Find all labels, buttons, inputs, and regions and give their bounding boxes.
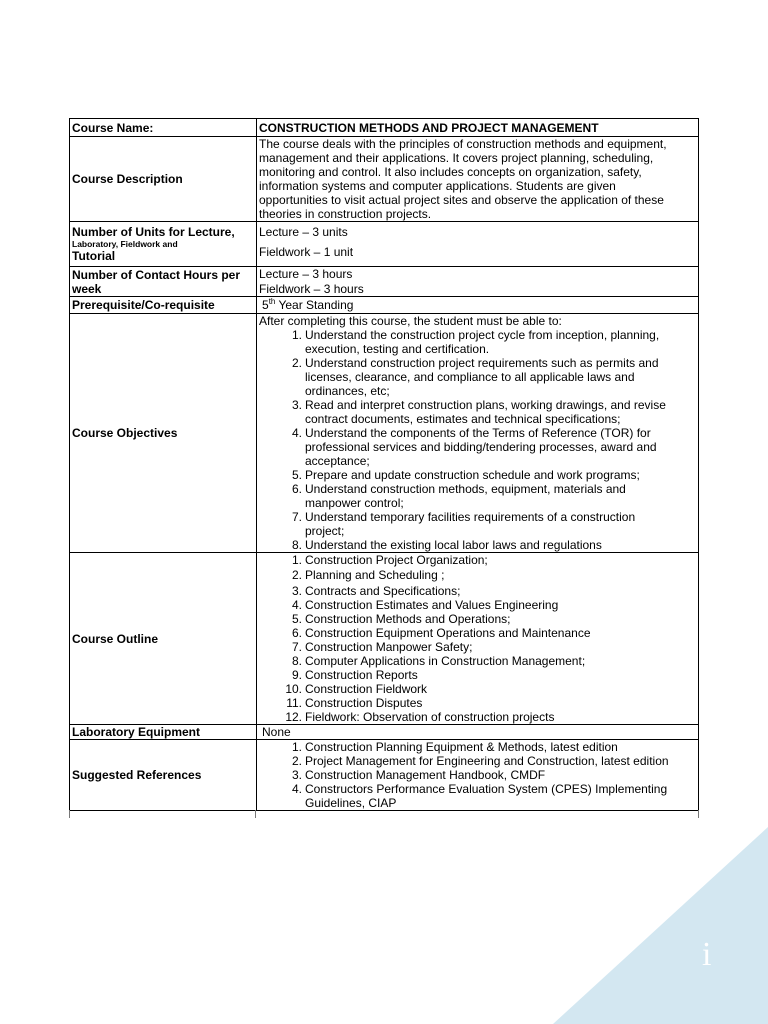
outline-item-text: Contracts and Specifications; <box>305 584 461 598</box>
outline-item-text: Construction Disputes <box>305 696 423 710</box>
objective-item-text <box>305 328 696 356</box>
reference-item-number: 3. <box>291 768 302 782</box>
outline-item <box>259 567 696 584</box>
objective-item <box>259 426 696 468</box>
outline-item-number: 12. <box>285 710 302 724</box>
contact-hours-label-line2: week <box>72 281 102 296</box>
outline-item-text: Construction Equipment Operations and Maintenance <box>305 626 591 640</box>
prerequisite-sup: th <box>268 297 276 306</box>
course-description-lines <box>259 137 696 221</box>
reference-item-text <box>305 768 696 782</box>
outline-item-number: 6. <box>291 626 302 640</box>
objective-item-line: professional services and bidding/tendering processes, award and <box>305 440 657 454</box>
outline-item-text: Fieldwork: Observation of construction projects <box>305 710 555 724</box>
objective-item-number: 1. <box>291 328 302 342</box>
reference-item-line: Construction Management Handbook, CMDF <box>305 768 546 782</box>
outline-item-number: 9. <box>291 668 302 682</box>
prerequisite-rest: Year Standing <box>275 298 354 312</box>
objective-item <box>259 398 696 426</box>
outline-item-number: 11. <box>286 696 302 710</box>
objective-item-line: Understand the construction project cycle from inception, planning, <box>305 328 660 342</box>
lab-equipment-value: None <box>257 725 699 740</box>
outline-item-number: 8. <box>291 654 302 668</box>
objective-item-number: 6. <box>291 482 302 496</box>
corner-decoration <box>553 827 768 1024</box>
outline-item <box>259 710 696 724</box>
objective-item-line: Understand the components of the Terms of Reference (TOR) for <box>305 426 651 440</box>
outline-item-number: 10. <box>285 682 302 696</box>
outline-item-text: Construction Project Organization; <box>305 553 488 567</box>
row-references <box>70 740 699 811</box>
course-description-value <box>257 137 699 222</box>
objective-item <box>259 328 696 356</box>
units-label-line1: Number of Units for Lecture, <box>72 225 235 239</box>
reference-item-text <box>305 754 696 768</box>
outline-item-number: 5. <box>291 612 302 626</box>
objective-item-line: licenses, clearance, and compliance to all applicable laws and <box>305 370 635 384</box>
objective-item-line: ordinances, etc; <box>305 384 390 398</box>
outline-label: Course Outline <box>70 553 257 725</box>
row-units <box>70 222 699 267</box>
objective-item-text <box>305 538 696 552</box>
outline-item <box>259 696 696 710</box>
outline-item-text: Computer Applications in Construction Management; <box>305 654 586 668</box>
references-value <box>257 740 699 811</box>
prerequisite-num: 5 <box>262 298 269 312</box>
outline-item <box>259 626 696 640</box>
objectives-value <box>257 314 699 553</box>
outline-item <box>259 612 696 626</box>
row-lab-equipment <box>70 725 699 740</box>
objective-item-line: execution, testing and certification. <box>305 342 490 356</box>
objective-item-line: manpower control; <box>305 496 404 510</box>
reference-item-line: Guidelines, CIAP <box>305 796 397 810</box>
objective-item-line: Understand construction methods, equipment, materials and <box>305 482 626 496</box>
reference-item-number: 1. <box>291 740 302 754</box>
page-number: i <box>702 936 712 973</box>
units-label <box>70 222 257 267</box>
references-label: Suggested References <box>70 740 257 811</box>
reference-item <box>259 754 696 768</box>
course-description-label: Course Description <box>70 137 257 222</box>
outline-item <box>259 682 696 696</box>
text-line: The course deals with the principles of construction methods and equipment, <box>259 137 667 151</box>
row-objectives <box>70 314 699 553</box>
objective-item <box>259 468 696 482</box>
reference-item <box>259 768 696 782</box>
objectives-list <box>259 328 696 552</box>
lab-equipment-label: Laboratory Equipment <box>70 725 257 740</box>
objective-item <box>259 538 696 552</box>
objective-item-number: 4. <box>291 426 302 440</box>
reference-item-number: 4. <box>291 782 302 796</box>
course-name-value: CONSTRUCTION METHODS AND PROJECT MANAGEMENT <box>257 119 699 137</box>
objective-item-line: contract documents, estimates and technical specifications; <box>305 412 621 426</box>
objective-item-number: 7. <box>291 510 302 524</box>
objective-item-text <box>305 468 696 482</box>
outline-item-text: Construction Methods and Operations; <box>305 612 511 626</box>
reference-item-line: Project Management for Engineering and Construction, latest edition <box>305 754 669 768</box>
outline-list <box>259 553 696 724</box>
contact-hours-label <box>70 267 257 297</box>
outline-item <box>259 668 696 682</box>
objective-item-number: 3. <box>291 398 302 412</box>
text-line: opportunities to visit actual project sites and observe the application of these <box>259 193 664 207</box>
outline-item <box>259 640 696 654</box>
outline-item-number: 2. <box>291 568 302 582</box>
row-outline <box>70 553 699 725</box>
reference-item-text <box>305 782 696 810</box>
outline-item-text: Construction Estimates and Values Engineering <box>305 598 559 612</box>
contact-hours-label-line1: Number of Contact Hours per <box>72 267 241 282</box>
outline-item-number: 4. <box>291 598 302 612</box>
text-line: information systems and computer applications. Students are given <box>259 179 616 193</box>
reference-item-number: 2. <box>291 754 302 768</box>
course-table <box>69 118 699 811</box>
outline-item-text: Construction Reports <box>305 668 418 682</box>
table-tail-mark-left <box>69 810 70 818</box>
table-tail-mark-right <box>698 810 699 818</box>
objectives-label: Course Objectives <box>70 314 257 553</box>
units-lecture: Lecture – 3 units <box>259 225 348 239</box>
prerequisite-value <box>257 297 699 314</box>
units-value <box>257 222 699 267</box>
objective-item-line: Understand construction project requirements such as permits and <box>305 356 659 370</box>
references-list <box>259 740 696 810</box>
table-tail-mark-middle <box>255 810 256 818</box>
row-prerequisite <box>70 297 699 314</box>
reference-item-line: Construction Planning Equipment & Methods, latest edition <box>305 740 618 754</box>
text-line: management and their applications. It covers project planning, scheduling, <box>259 151 654 165</box>
objective-item-line: Read and interpret construction plans, working drawings, and revise <box>305 398 666 412</box>
contact-hours-value <box>257 267 699 297</box>
reference-item-text <box>305 740 696 754</box>
objective-item <box>259 482 696 510</box>
contact-hours-fieldwork: Fieldwork – 3 hours <box>259 282 364 296</box>
outline-item <box>259 654 696 668</box>
objective-item-text <box>305 510 696 538</box>
objective-item-line: Understand the existing local labor laws and regulations <box>305 538 602 552</box>
reference-item <box>259 782 696 810</box>
row-course-name <box>70 119 699 137</box>
objective-item-line: acceptance; <box>305 454 370 468</box>
objective-item-number: 8. <box>291 538 302 552</box>
objective-item-text <box>305 356 696 398</box>
objective-item-number: 2. <box>291 356 302 370</box>
outline-item <box>259 598 696 612</box>
outline-item-number: 3. <box>291 584 302 598</box>
units-fieldwork: Fieldwork – 1 unit <box>259 245 354 259</box>
course-name-label: Course Name: <box>70 119 257 137</box>
outline-item-text: Construction Fieldwork <box>305 682 428 696</box>
row-course-description <box>70 137 699 222</box>
text-line: monitoring and control. It also includes concepts on organization, safety, <box>259 165 642 179</box>
reference-item <box>259 740 696 754</box>
outline-item <box>259 584 696 598</box>
outline-item <box>259 553 696 567</box>
objective-item <box>259 356 696 398</box>
objective-item-line: Understand temporary facilities requirements of a construction <box>305 510 636 524</box>
units-label-line2: Laboratory, Fieldwork and <box>72 239 178 249</box>
objective-item-number: 5. <box>291 468 302 482</box>
objective-item-text <box>305 482 696 510</box>
reference-item-line: Constructors Performance Evaluation System (CPES) Implementing <box>305 782 668 796</box>
objective-item <box>259 510 696 538</box>
text-line: theories in construction projects. <box>259 207 432 221</box>
row-contact-hours <box>70 267 699 297</box>
outline-item-number: 7. <box>291 640 302 654</box>
objective-item-line: Prepare and update construction schedule and work programs; <box>305 468 640 482</box>
outline-item-text: Planning and Scheduling ; <box>305 568 445 582</box>
objectives-intro: After completing this course, the student must be able to: <box>259 314 562 328</box>
units-label-line3: Tutorial <box>72 249 116 263</box>
objective-item-text <box>305 398 696 426</box>
prerequisite-label: Prerequisite/Co-requisite <box>70 297 257 314</box>
outline-value <box>257 553 699 725</box>
contact-hours-lecture: Lecture – 3 hours <box>259 267 353 281</box>
outline-item-text: Construction Manpower Safety; <box>305 640 473 654</box>
outline-item-number: 1. <box>291 553 302 567</box>
objective-item-line: project; <box>305 524 345 538</box>
objective-item-text <box>305 426 696 468</box>
